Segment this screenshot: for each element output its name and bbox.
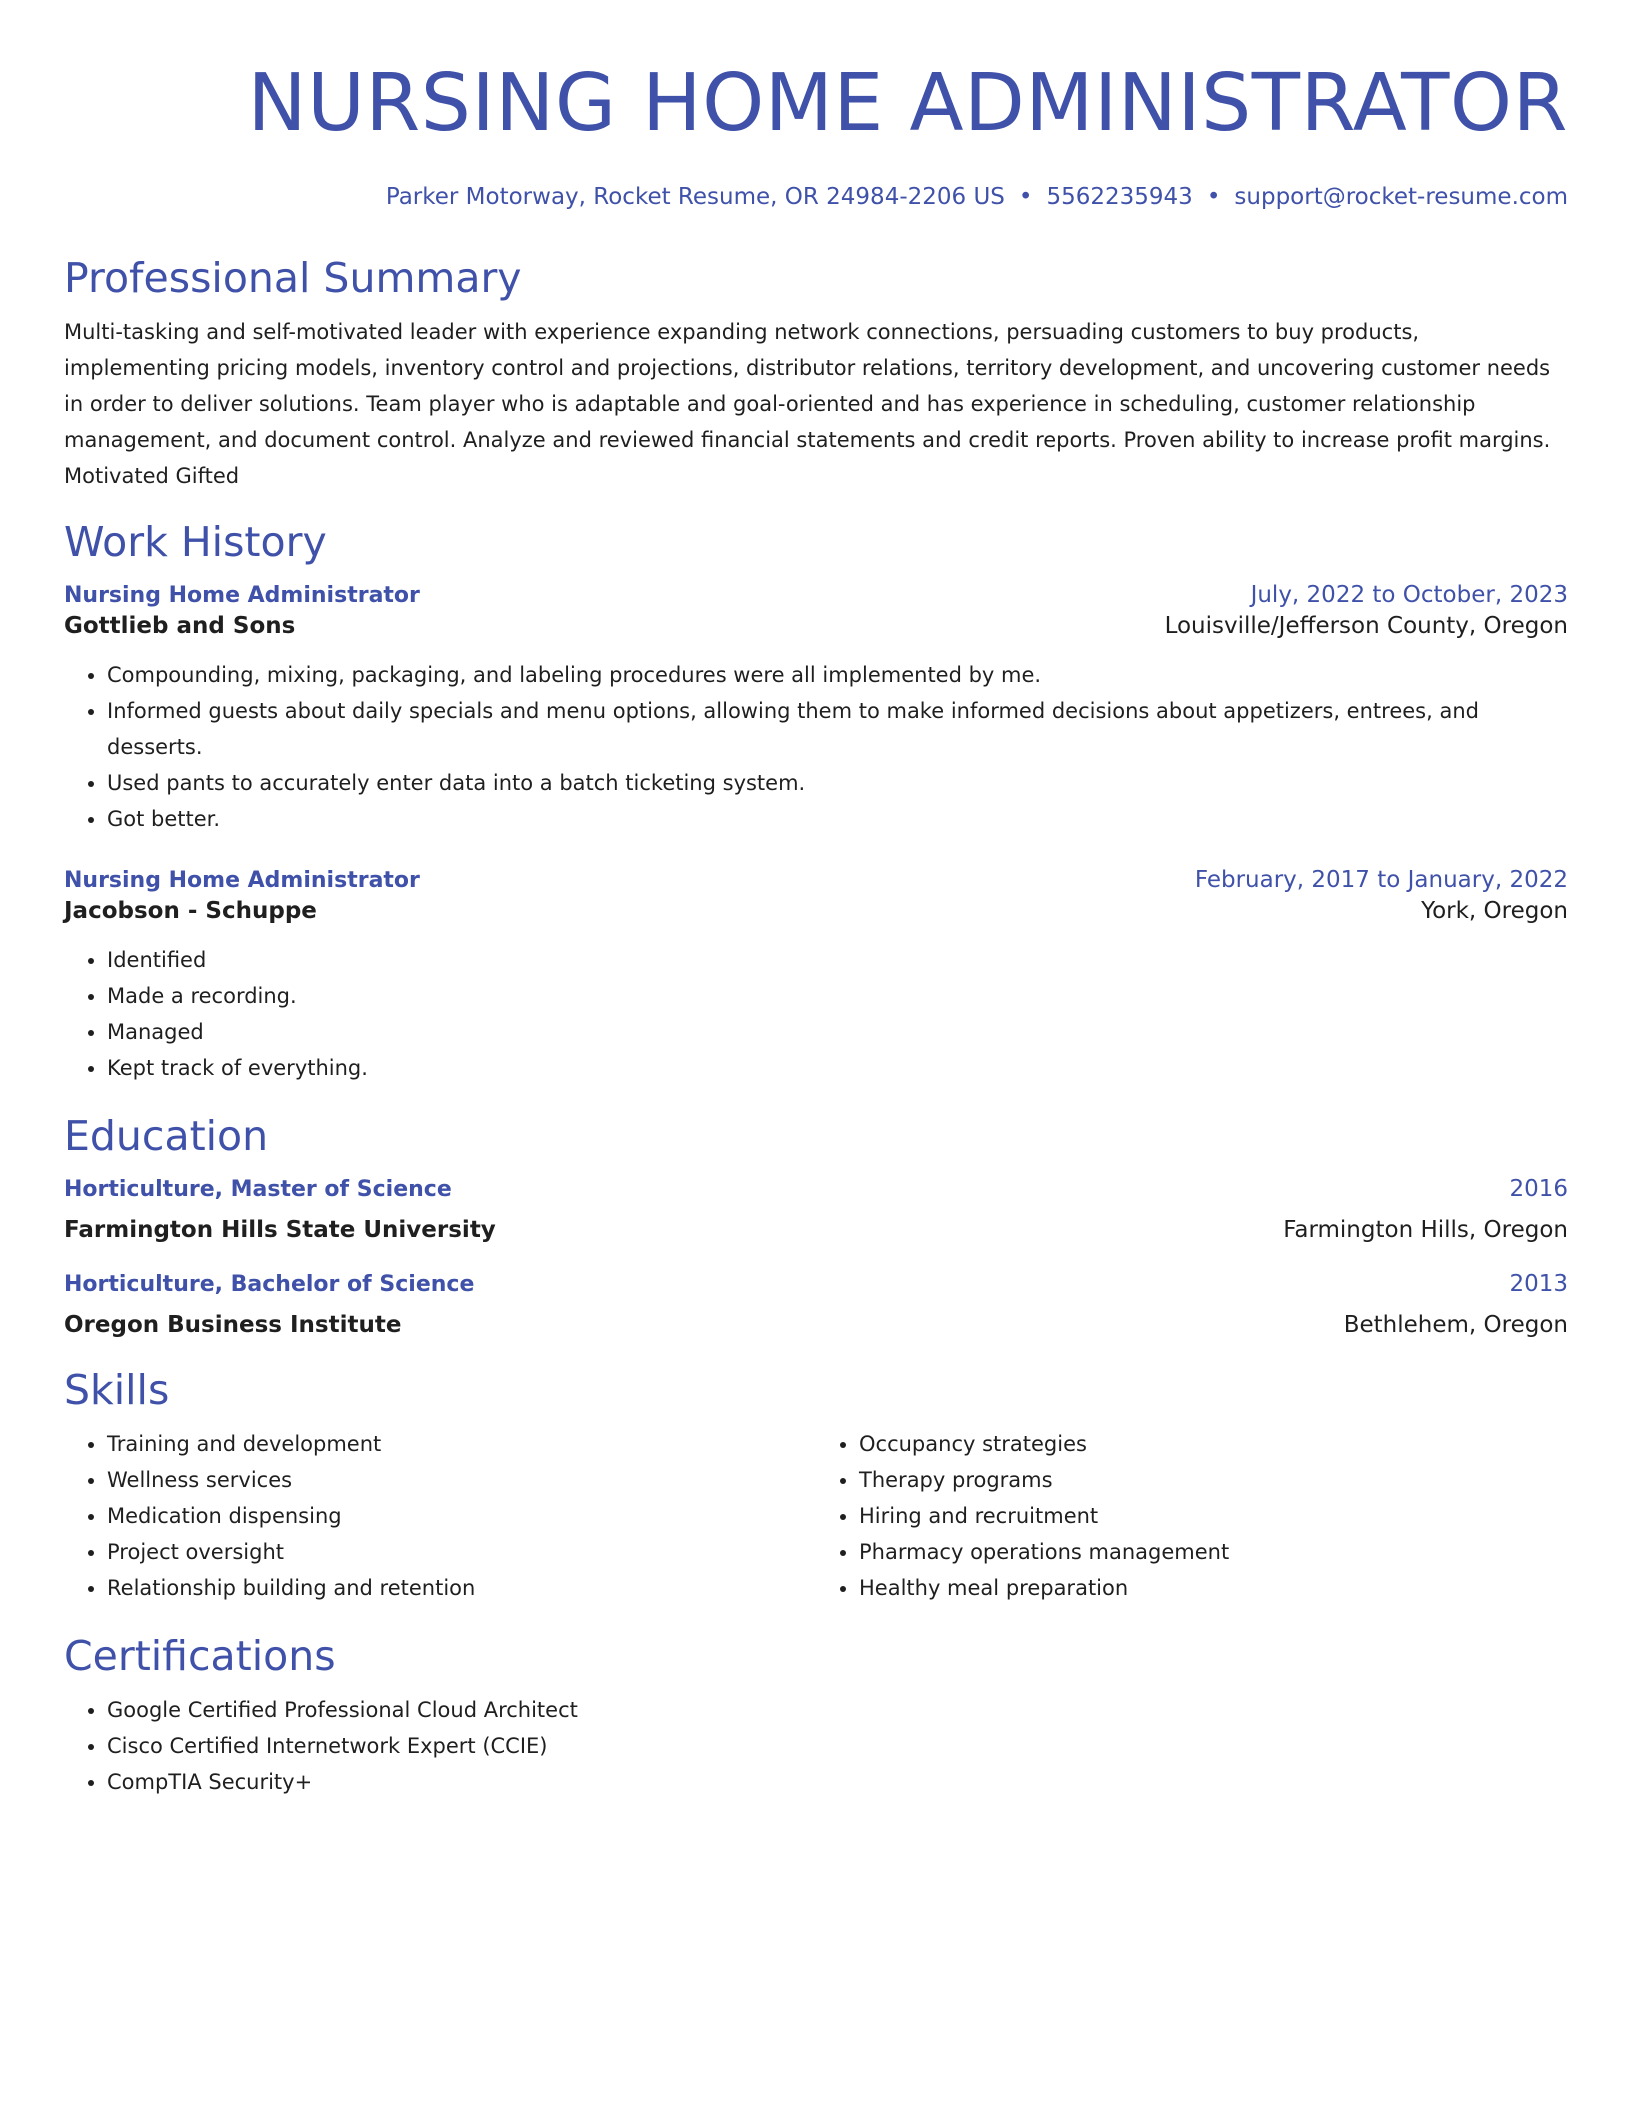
summary-text: Multi-tasking and self-motivated leader with experience expanding network connections, persuading customers to buy products, implementing pricing models, inventory control and projections, distributor relations, territory development, and uncovering customer needs in order to deliver solutions. Team player who is adaptable and goal-oriented and has experience in scheduling, customer relationship management, and document control. Analyze and reviewed financial statements and credit reports. Proven ability to increase profit margins. Motivated Gifted (64, 320, 1551, 488)
contact-separator: • (1206, 184, 1221, 210)
skill-item: • Pharmacy operations management (859, 1534, 1568, 1570)
skills-column-left (64, 1426, 816, 1606)
certification-item: • Cisco Certified Internetwork Expert (CCIE) (107, 1728, 1568, 1764)
job-bullet: • Identified (107, 942, 1568, 978)
job-bullet: • Informed guests about daily specials and menu options, allowing them to make informed decisions about appetizers, entrees, and desserts. (107, 693, 1568, 765)
contact-line (64, 182, 1568, 212)
skills-heading: Skills (64, 1366, 170, 1414)
skill-item: • Hiring and recruitment (859, 1498, 1568, 1534)
contact-phone: 5562235943 (1046, 184, 1193, 210)
job-bullet: • Kept track of everything. (107, 1050, 1568, 1086)
job-bullets (64, 657, 1568, 837)
job-company-row (64, 611, 1568, 641)
job-dates: July, 2022 to October, 2023 (1250, 582, 1568, 608)
education-year: 2016 (1509, 1176, 1568, 1202)
skill-item: • Occupancy strategies (859, 1426, 1568, 1462)
skills-column-right (816, 1426, 1568, 1606)
job-company-row (64, 896, 1568, 926)
job-bullets (64, 942, 1568, 1086)
skill-item: • Medication dispensing (107, 1498, 816, 1534)
job-company: Jacobson - Schuppe (64, 898, 317, 924)
contact-separator: • (1018, 184, 1033, 210)
contact-email: support@rocket-resume.com (1234, 184, 1568, 210)
job-entry (64, 580, 1568, 837)
job-location: York, Oregon (1421, 898, 1568, 924)
job-bullet: • Compounding, mixing, packaging, and labeling procedures were all implemented by me. (107, 657, 1568, 693)
education-location: Farmington Hills, Oregon (1283, 1217, 1568, 1243)
skill-item: • Healthy meal preparation (859, 1570, 1568, 1606)
resume-header (64, 56, 1568, 212)
education-school: Oregon Business Institute (64, 1312, 402, 1338)
job-bullet: • Managed (107, 1014, 1568, 1050)
certifications-list (64, 1692, 1568, 1800)
job-location: Louisville/Jefferson County, Oregon (1164, 613, 1568, 639)
skill-item: • Relationship building and retention (107, 1570, 816, 1606)
education-entry (64, 1269, 1568, 1340)
job-entry (64, 865, 1568, 1086)
candidate-name: NURSING HOME ADMINISTRATOR (247, 57, 1568, 149)
certifications-heading: Certifications (64, 1632, 336, 1680)
certification-item: • Google Certified Professional Cloud Architect (107, 1692, 1568, 1728)
skills-list (816, 1426, 1568, 1606)
contact-address: Parker Motorway, Rocket Resume, OR 24984-2206 US (385, 184, 1005, 210)
education-school-row (64, 1215, 1568, 1245)
education-degree: Horticulture, Master of Science (64, 1177, 452, 1202)
skill-item: • Training and development (107, 1426, 816, 1462)
skill-item: • Wellness services (107, 1462, 816, 1498)
job-bullet: • Got better. (107, 801, 1568, 837)
job-company: Gottlieb and Sons (64, 613, 296, 639)
job-bullet: • Made a recording. (107, 978, 1568, 1014)
job-role: Nursing Home Administrator (64, 868, 420, 893)
job-dates: February, 2017 to January, 2022 (1194, 867, 1568, 893)
job-title-row (64, 580, 1568, 611)
job-role: Nursing Home Administrator (64, 583, 420, 608)
job-bullet: • Used pants to accurately enter data into a batch ticketing system. (107, 765, 1568, 801)
skill-item: • Project oversight (107, 1534, 816, 1570)
education-school-row (64, 1310, 1568, 1340)
education-degree: Horticulture, Bachelor of Science (64, 1272, 475, 1297)
education-degree-row (64, 1269, 1568, 1300)
skills-list (64, 1426, 816, 1606)
education-year: 2013 (1509, 1271, 1568, 1297)
education-location: Bethlehem, Oregon (1343, 1312, 1568, 1338)
education-entry (64, 1174, 1568, 1245)
certification-item: • CompTIA Security+ (107, 1764, 1568, 1800)
education-school: Farmington Hills State University (64, 1217, 496, 1243)
education-heading: Education (64, 1112, 269, 1160)
work-history-heading: Work History (64, 518, 327, 566)
summary-heading: Professional Summary (64, 254, 522, 302)
skills-columns (64, 1426, 1568, 1606)
skill-item: • Therapy programs (859, 1462, 1568, 1498)
education-degree-row (64, 1174, 1568, 1205)
job-title-row (64, 865, 1568, 896)
